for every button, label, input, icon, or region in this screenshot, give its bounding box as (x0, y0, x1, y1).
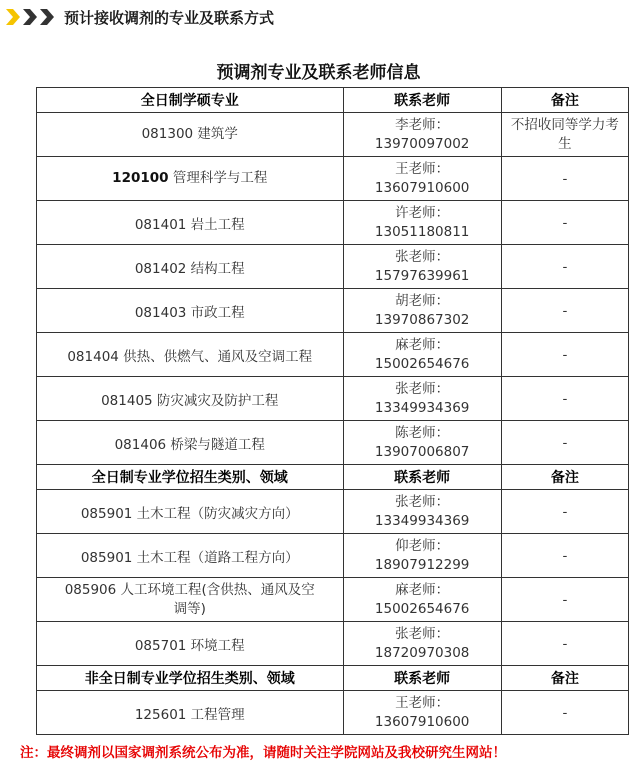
major-cell: 085901 土木工程（防灾减灾方向） (37, 490, 344, 534)
teacher-cell: 张老师： 13349934369 (343, 377, 501, 421)
section-header-row (37, 88, 629, 113)
major-cell: 081402 结构工程 (37, 245, 344, 289)
table-row (37, 490, 629, 534)
major-cell: 081405 防灾减灾及防护工程 (37, 377, 344, 421)
table-row (37, 245, 629, 289)
teacher-cell: 王老师： 13607910600 (343, 691, 501, 735)
teacher-cell: 李老师： 13970097002 (343, 113, 501, 157)
column-header-note: 备注 (501, 465, 628, 490)
note-cell: - (501, 201, 628, 245)
section-header-row (37, 666, 629, 691)
note-cell: - (501, 534, 628, 578)
major-cell: 081406 桥梁与隧道工程 (37, 421, 344, 465)
note-cell: - (501, 289, 628, 333)
major-cell: 081403 市政工程 (37, 289, 344, 333)
column-header-teacher: 联系老师 (343, 666, 501, 691)
footnote: 注：最终调剂以国家调剂系统公布为准，请随时关注学院网站及我校研究生网站！ (20, 745, 506, 761)
note-cell: - (501, 421, 628, 465)
table-row (37, 578, 629, 622)
table-row (37, 333, 629, 377)
teacher-cell: 麻老师： 15002654676 (343, 578, 501, 622)
note-cell: - (501, 157, 628, 201)
teacher-cell: 王老师： 13607910600 (343, 157, 501, 201)
table-row (37, 534, 629, 578)
column-header-major: 非全日制专业学位招生类别、领域 (37, 666, 344, 691)
note-cell: - (501, 578, 628, 622)
major-cell: 085901 土木工程（道路工程方向） (37, 534, 344, 578)
table-row (37, 622, 629, 666)
section-header (0, 0, 637, 34)
note-cell: - (501, 377, 628, 421)
section-header-row (37, 465, 629, 490)
column-header-teacher: 联系老师 (343, 465, 501, 490)
major-cell: 120100 管理科学与工程 (37, 157, 344, 201)
table-row (37, 691, 629, 735)
major-cell: 085701 环境工程 (37, 622, 344, 666)
teacher-cell: 张老师： 13349934369 (343, 490, 501, 534)
table-row (37, 377, 629, 421)
teacher-cell: 张老师： 18720970308 (343, 622, 501, 666)
column-header-note: 备注 (501, 88, 628, 113)
column-header-major: 全日制学硕专业 (37, 88, 344, 113)
chevron-right-icon (4, 8, 22, 26)
teacher-cell: 陈老师： 13907006807 (343, 421, 501, 465)
note-cell: 不招收同等学力考生 (501, 113, 628, 157)
note-cell: - (501, 622, 628, 666)
chevron-right-icon (21, 8, 39, 26)
table-row (37, 113, 629, 157)
teacher-cell: 张老师： 15797639961 (343, 245, 501, 289)
major-cell: 081404 供热、供燃气、通风及空调工程 (37, 333, 344, 377)
major-cell: 081300 建筑学 (37, 113, 344, 157)
teacher-cell: 胡老师： 13970867302 (343, 289, 501, 333)
teacher-cell: 仰老师： 18907912299 (343, 534, 501, 578)
contact-table (36, 87, 629, 735)
column-header-teacher: 联系老师 (343, 88, 501, 113)
note-cell: - (501, 490, 628, 534)
table-row (37, 201, 629, 245)
note-cell: - (501, 333, 628, 377)
table-row (37, 421, 629, 465)
teacher-cell: 麻老师： 15002654676 (343, 333, 501, 377)
note-cell: - (501, 245, 628, 289)
teacher-cell: 许老师： 13051180811 (343, 201, 501, 245)
chevron-right-icon (38, 8, 56, 26)
note-cell: - (501, 691, 628, 735)
column-header-note: 备注 (501, 666, 628, 691)
major-cell: 081401 岩土工程 (37, 201, 344, 245)
table-row (37, 289, 629, 333)
table-row (37, 157, 629, 201)
section-title: 预计接收调剂的专业及联系方式 (64, 9, 275, 27)
table-title: 预调剂专业及联系老师信息 (216, 63, 421, 83)
major-cell: 125601 工程管理 (37, 691, 344, 735)
column-header-major: 全日制专业学位招生类别、领域 (37, 465, 344, 490)
major-cell: 085906 人工环境工程(含供热、通风及空调等) (37, 578, 344, 622)
